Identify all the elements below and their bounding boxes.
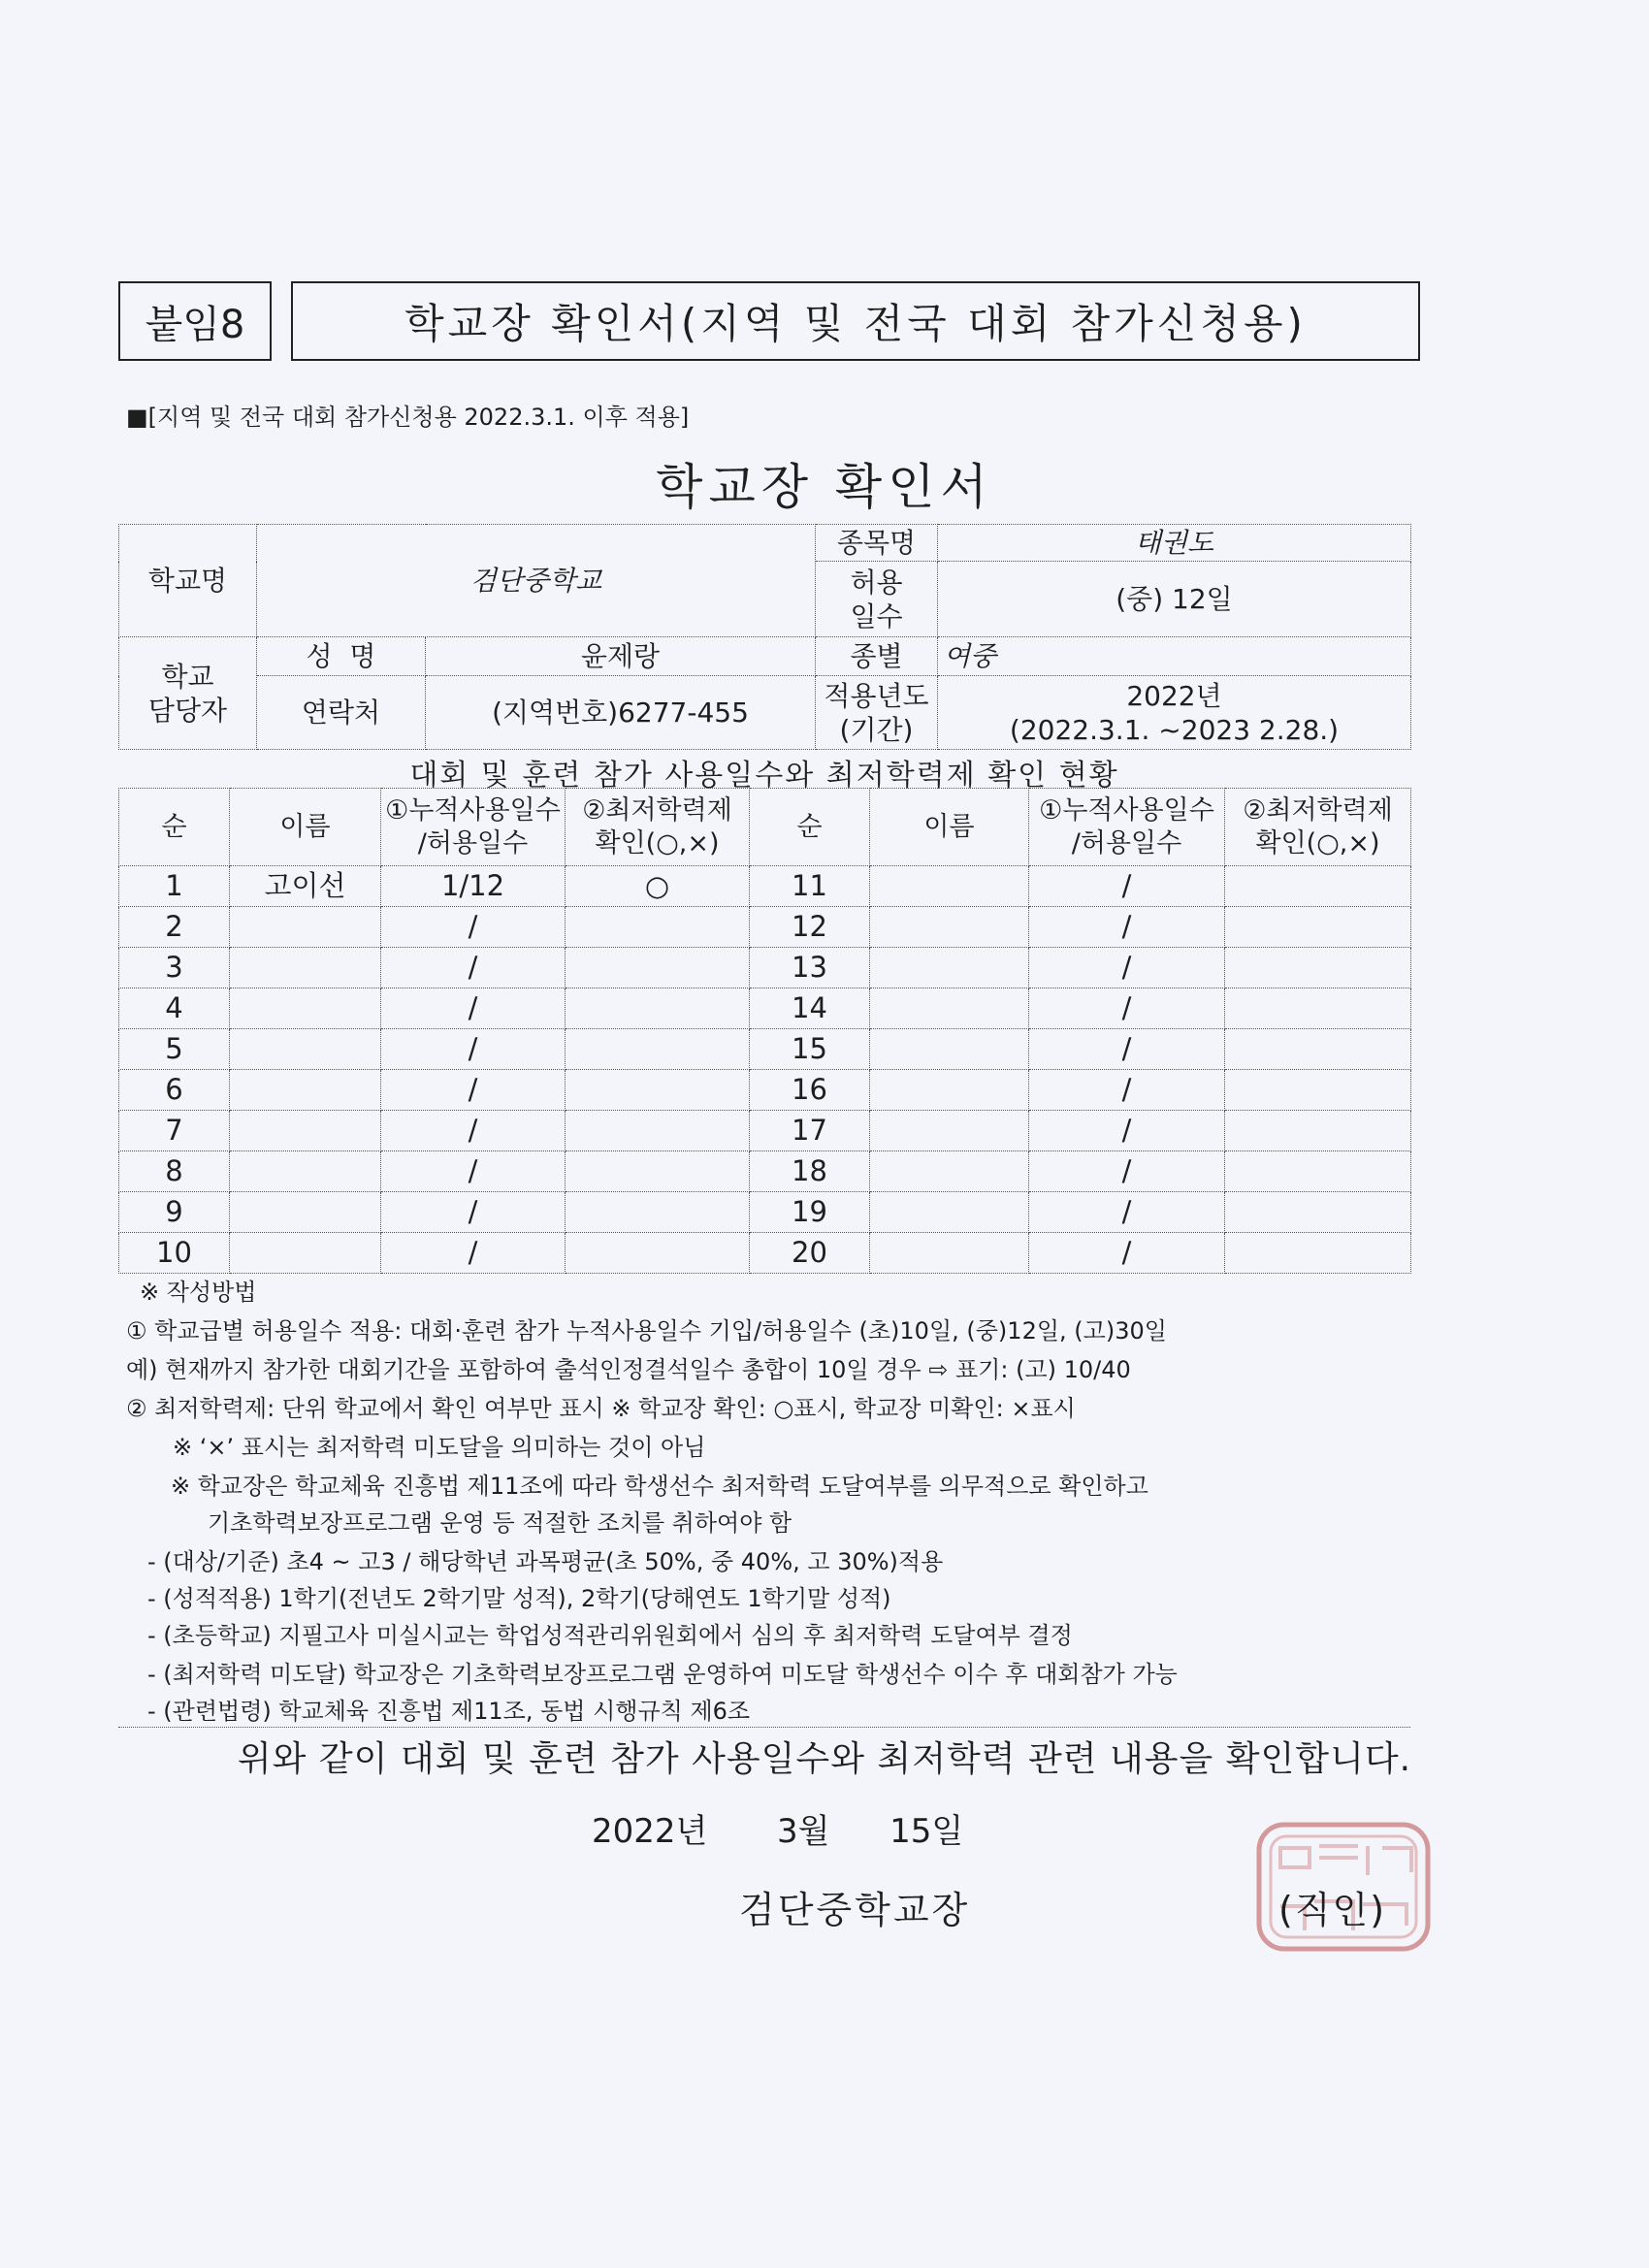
row-name bbox=[230, 907, 381, 948]
row-no-right: 19 bbox=[750, 1192, 870, 1233]
row-name bbox=[230, 948, 381, 988]
section-divider bbox=[118, 1727, 1410, 1728]
header-days-line2: /허용일수 bbox=[417, 827, 529, 859]
instruction-line: - (최저학력 미도달) 학교장은 기초학력보장프로그램 운영하여 미도달 학생선수 이수 후 대회참가 가능 bbox=[147, 1661, 1178, 1688]
row-check bbox=[566, 1151, 750, 1192]
allowed-days-label bbox=[816, 562, 938, 637]
school-label: 학교명 bbox=[119, 525, 257, 637]
staff-label-line2: 담당자 bbox=[147, 694, 228, 727]
row-days-right: / bbox=[1029, 1070, 1225, 1111]
header-check-right-line2: 확인(○,×) bbox=[1255, 827, 1380, 859]
date-day: 15일 bbox=[889, 1812, 964, 1851]
date-year: 2022년 bbox=[592, 1812, 708, 1851]
row-check-right bbox=[1225, 907, 1411, 948]
staff-label bbox=[119, 637, 257, 750]
row-name-right bbox=[870, 1070, 1029, 1111]
instruction-line: - (성적적용) 1학기(전년도 2학기말 성적), 2학기(당해연도 1학기말 성적) bbox=[147, 1585, 891, 1612]
year-label-line2: (기간) bbox=[839, 713, 914, 746]
table-row bbox=[119, 1111, 1411, 1151]
school-info-table bbox=[118, 524, 1411, 750]
confirmation-statement: 위와 같이 대회 및 훈련 참가 사용일수와 최저학력 관련 내용을 확인합니다. bbox=[237, 1739, 1412, 1779]
gender-value: 여중 bbox=[938, 637, 1411, 676]
row-name: 고이선 bbox=[230, 866, 381, 907]
header-no-right: 순 bbox=[750, 789, 870, 866]
row-days: / bbox=[381, 988, 566, 1029]
date-month: 3월 bbox=[777, 1812, 830, 1851]
row-check bbox=[566, 907, 750, 948]
row-days: / bbox=[381, 1151, 566, 1192]
row-no-right: 20 bbox=[750, 1233, 870, 1274]
row-check-right bbox=[1225, 988, 1411, 1029]
name-label: 성 명 bbox=[257, 637, 426, 676]
header-days-right-line1: ①누적사용일수 bbox=[1039, 794, 1214, 826]
row-days: / bbox=[381, 1029, 566, 1070]
header-name: 이름 bbox=[230, 789, 381, 866]
header-name-right: 이름 bbox=[870, 789, 1029, 866]
row-name-right bbox=[870, 1111, 1029, 1151]
year-label-line1: 적용년도 bbox=[824, 679, 929, 712]
contact-value: (지역번호)6277-455 bbox=[426, 676, 816, 750]
form-title: 학교장 확인서(지역 및 전국 대회 참가신청용) bbox=[291, 281, 1420, 361]
row-no-right: 17 bbox=[750, 1111, 870, 1151]
attachment-label: 붙임8 bbox=[118, 281, 272, 361]
row-name-right bbox=[870, 1233, 1029, 1274]
row-days-right: / bbox=[1029, 1233, 1225, 1274]
row-days-right: / bbox=[1029, 1029, 1225, 1070]
header-days-line1: ①누적사용일수 bbox=[385, 794, 561, 826]
allowed-days-value: (중) 12일 bbox=[938, 562, 1411, 637]
instructions-heading: ※ 작성방법 bbox=[140, 1279, 257, 1306]
row-check-right bbox=[1225, 1070, 1411, 1111]
row-check bbox=[566, 1029, 750, 1070]
row-name bbox=[230, 1151, 381, 1192]
table-row bbox=[119, 988, 1411, 1029]
seal-label: (직인) bbox=[1278, 1889, 1387, 1931]
row-name bbox=[230, 1192, 381, 1233]
table-row bbox=[119, 948, 1411, 988]
row-no: 2 bbox=[119, 907, 230, 948]
applicability-note: ■[지역 및 전국 대회 참가신청용 2022.3.1. 이후 적용] bbox=[126, 404, 690, 431]
row-name-right bbox=[870, 988, 1029, 1029]
header-days-right bbox=[1029, 789, 1225, 866]
row-no: 8 bbox=[119, 1151, 230, 1192]
row-check-right bbox=[1225, 1233, 1411, 1274]
staff-label-line1: 학교 bbox=[161, 660, 214, 693]
row-check-right bbox=[1225, 866, 1411, 907]
contact-label: 연락처 bbox=[257, 676, 426, 750]
row-days-right: / bbox=[1029, 907, 1225, 948]
instruction-line: - (초등학교) 지필고사 미실시교는 학업성적관리위원회에서 심의 후 최저학력 도달여부 결정 bbox=[147, 1622, 1073, 1649]
row-name-right bbox=[870, 1029, 1029, 1070]
header-check bbox=[566, 789, 750, 866]
row-no: 6 bbox=[119, 1070, 230, 1111]
row-check: ○ bbox=[566, 866, 750, 907]
instruction-line: 기초학력보장프로그램 운영 등 적절한 조치를 취하여야 함 bbox=[208, 1509, 792, 1537]
row-no-right: 18 bbox=[750, 1151, 870, 1192]
row-no-right: 12 bbox=[750, 907, 870, 948]
header-no: 순 bbox=[119, 789, 230, 866]
event-label: 종목명 bbox=[816, 525, 938, 562]
row-days-right: / bbox=[1029, 1192, 1225, 1233]
instruction-line: 예) 현재까지 참가한 대회기간을 포함하여 출석인정결석일수 총합이 10일 경우 ⇨ 표기: (고) 10/40 bbox=[126, 1356, 1131, 1383]
header-check-line1: ②최저학력제 bbox=[582, 794, 732, 826]
year-value-line1: 2022년 bbox=[1126, 679, 1222, 712]
row-no-right: 13 bbox=[750, 948, 870, 988]
row-days-right: / bbox=[1029, 866, 1225, 907]
table-row bbox=[119, 1192, 1411, 1233]
row-name-right bbox=[870, 907, 1029, 948]
instruction-line: - (대상/기준) 초4 ~ 고3 / 해당학년 과목평균(초 50%, 중 40%, 고 30%)적용 bbox=[147, 1548, 944, 1575]
instruction-line: ※ 학교장은 학교체육 진흥법 제11조에 따라 학생선수 최저학력 도달여부를 의무적으로 확인하고 bbox=[171, 1473, 1148, 1500]
instruction-line: ② 최저학력제: 단위 학교에서 확인 여부만 표시 ※ 학교장 확인: ○표시, 학교장 미확인: ×표시 bbox=[126, 1395, 1076, 1422]
header-days bbox=[381, 789, 566, 866]
row-name bbox=[230, 1029, 381, 1070]
year-value-line2: (2022.3.1. ~2023 2.28.) bbox=[1009, 713, 1340, 746]
row-no-right: 14 bbox=[750, 988, 870, 1029]
row-no-right: 16 bbox=[750, 1070, 870, 1111]
header-days-right-line2: /허용일수 bbox=[1071, 827, 1182, 859]
row-days: / bbox=[381, 1111, 566, 1151]
principal-name: 검단중학교장 bbox=[739, 1889, 971, 1931]
row-days: / bbox=[381, 1192, 566, 1233]
row-name-right bbox=[870, 1192, 1029, 1233]
row-days-right: / bbox=[1029, 948, 1225, 988]
row-check bbox=[566, 1192, 750, 1233]
table-row bbox=[119, 1029, 1411, 1070]
row-check bbox=[566, 948, 750, 988]
row-name bbox=[230, 1233, 381, 1274]
year-label bbox=[816, 676, 938, 750]
row-days-right: / bbox=[1029, 1151, 1225, 1192]
row-days: / bbox=[381, 1233, 566, 1274]
row-check bbox=[566, 1070, 750, 1111]
allowed-label-line1: 허용 bbox=[850, 566, 903, 599]
gender-label: 종별 bbox=[816, 637, 938, 676]
table-row bbox=[119, 1151, 1411, 1192]
header-check-right-line1: ②최저학력제 bbox=[1243, 794, 1393, 826]
row-no: 3 bbox=[119, 948, 230, 988]
row-check-right bbox=[1225, 1111, 1411, 1151]
row-check-right bbox=[1225, 1192, 1411, 1233]
row-no: 1 bbox=[119, 866, 230, 907]
event-value: 태권도 bbox=[938, 525, 1411, 562]
row-days: 1/12 bbox=[381, 866, 566, 907]
instruction-line: ※ ‘×’ 표시는 최저학력 미도달을 의미하는 것이 아님 bbox=[173, 1434, 706, 1461]
year-value bbox=[938, 676, 1411, 750]
row-name-right bbox=[870, 948, 1029, 988]
table-row bbox=[119, 907, 1411, 948]
row-no-right: 15 bbox=[750, 1029, 870, 1070]
staff-name: 윤제랑 bbox=[426, 637, 816, 676]
row-check bbox=[566, 1233, 750, 1274]
row-name-right bbox=[870, 866, 1029, 907]
row-no: 10 bbox=[119, 1233, 230, 1274]
row-name bbox=[230, 1111, 381, 1151]
row-days: / bbox=[381, 907, 566, 948]
row-name-right bbox=[870, 1151, 1029, 1192]
row-no: 4 bbox=[119, 988, 230, 1029]
table-row bbox=[119, 866, 1411, 907]
row-name bbox=[230, 1070, 381, 1111]
document-title: 학교장 확인서 bbox=[656, 459, 993, 515]
instruction-line: ① 학교급별 허용일수 적용: 대회·훈련 참가 누적사용일수 기입/허용일수 (초)10일, (중)12일, (고)30일 bbox=[126, 1317, 1167, 1345]
row-check bbox=[566, 1111, 750, 1151]
row-check bbox=[566, 988, 750, 1029]
row-no: 5 bbox=[119, 1029, 230, 1070]
row-days: / bbox=[381, 948, 566, 988]
participation-table bbox=[118, 788, 1411, 1274]
row-check-right bbox=[1225, 948, 1411, 988]
instruction-line: - (관련법령) 학교체육 진흥법 제11조, 동법 시행규칙 제6조 bbox=[147, 1698, 751, 1725]
row-no: 9 bbox=[119, 1192, 230, 1233]
row-check-right bbox=[1225, 1151, 1411, 1192]
header-check-line2: 확인(○,×) bbox=[595, 827, 720, 859]
school-name: 검단중학교 bbox=[257, 525, 816, 637]
allowed-label-line2: 일수 bbox=[850, 599, 903, 632]
row-no: 7 bbox=[119, 1111, 230, 1151]
table-subtitle: 대회 및 훈련 참가 사용일수와 최저학력제 확인 현황 bbox=[409, 759, 1119, 793]
row-name bbox=[230, 988, 381, 1029]
row-no-right: 11 bbox=[750, 866, 870, 907]
row-days: / bbox=[381, 1070, 566, 1111]
issue-date bbox=[592, 1804, 963, 1852]
row-days-right: / bbox=[1029, 1111, 1225, 1151]
table-row bbox=[119, 1233, 1411, 1274]
header-check-right bbox=[1225, 789, 1411, 866]
table-row bbox=[119, 1070, 1411, 1111]
row-check-right bbox=[1225, 1029, 1411, 1070]
row-days-right: / bbox=[1029, 988, 1225, 1029]
